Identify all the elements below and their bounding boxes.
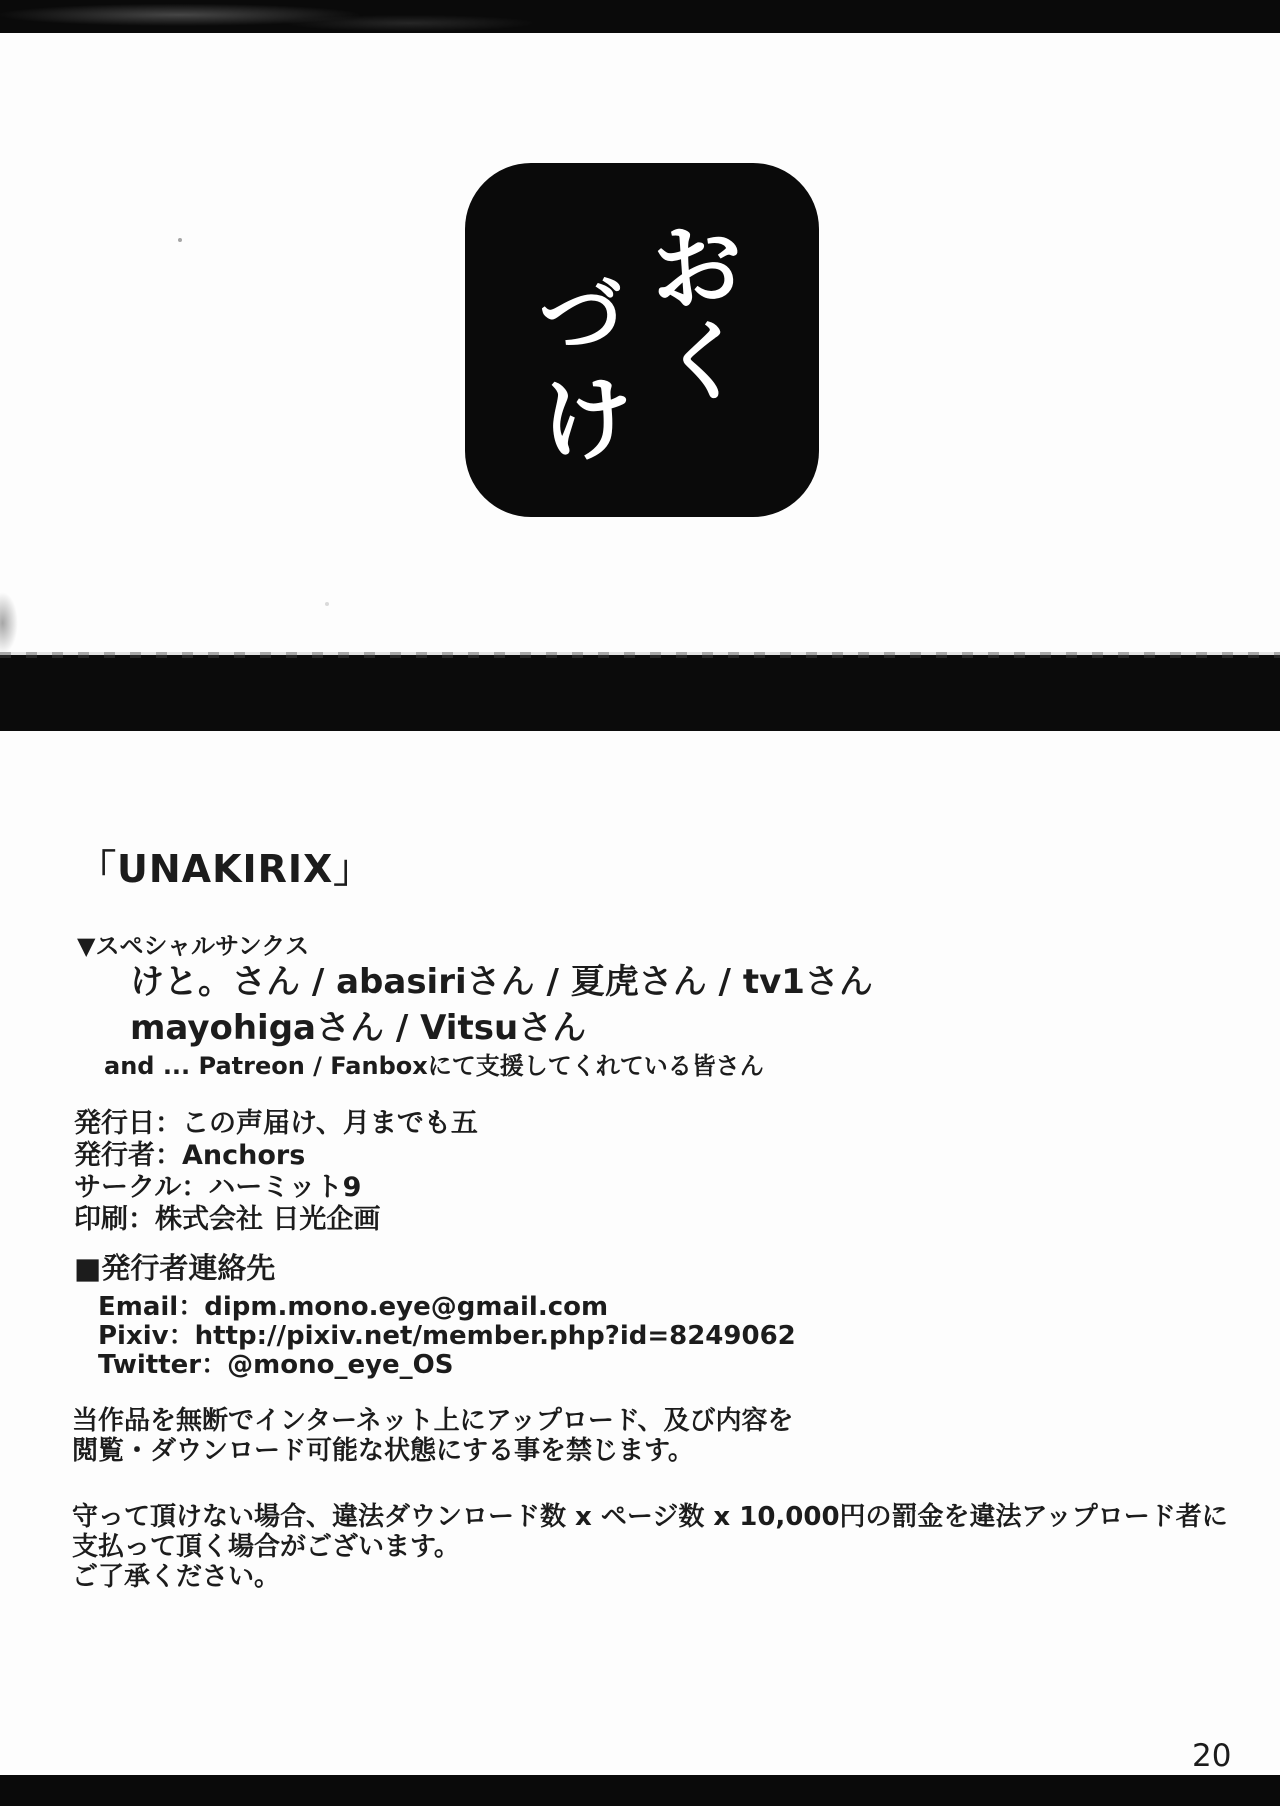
contact-pixiv-line: Pixiv：http://pixiv.net/member.php?id=8249062 [98, 1321, 796, 1351]
special-thanks-heading-label: スペシャルサンクス [95, 932, 310, 960]
work-title: 「UNAKIRIX」 [78, 847, 373, 891]
top-ink-bar [0, 0, 1280, 33]
scan-speck [178, 238, 182, 242]
publication-printer-line: 印刷：株式会社 日光企画 [74, 1204, 381, 1235]
upload-prohibition-notice-line: 当作品を無断でインターネット上にアップロード、及び内容を [72, 1406, 794, 1436]
stamp-char-o: お [647, 211, 747, 326]
special-thanks-line: けと。さん / abasiriさん / 夏虎さん / tv1さん [130, 962, 873, 1002]
special-thanks-line: and ... Patreon / Fanboxにて支援してくれている皆さん [104, 1052, 764, 1080]
publication-circle-line: サークル：ハーミット9 [74, 1172, 362, 1203]
scan-speck [325, 602, 329, 606]
scan-texture [0, 652, 1280, 658]
contact-email-line: Email：dipm.mono.eye@gmail.com [98, 1292, 609, 1322]
okuzuke-stamp [465, 163, 819, 517]
upload-prohibition-notice-line: 閲覧・ダウンロード可能な状態にする事を禁じます。 [72, 1436, 694, 1466]
triangle-marker-icon: ▼ [77, 932, 96, 960]
publication-date-line: 発行日：この声届け、月までも五 [74, 1108, 478, 1139]
scan-texture [0, 0, 1280, 33]
square-marker-icon: ■ [74, 1251, 102, 1285]
scan-smudge [0, 592, 18, 654]
contact-heading-label: 発行者連絡先 [101, 1251, 276, 1285]
stamp-char-ke: け [539, 365, 635, 476]
stamp-char-du: づ [537, 266, 625, 368]
contact-twitter-line: Twitter：@mono_eye_OS [98, 1350, 454, 1380]
special-thanks-line: mayohigaさん / Vitsuさん [130, 1008, 587, 1048]
bottom-ink-bar [0, 1775, 1280, 1806]
contact-heading [74, 1246, 275, 1287]
divider-ink-band [0, 655, 1280, 731]
publication-author-line: 発行者：Anchors [74, 1140, 306, 1171]
penalty-notice-line: ご了承ください。 [72, 1562, 281, 1592]
penalty-notice-line: 支払って頂く場合がございます。 [72, 1532, 460, 1562]
page-number: 20 [1192, 1738, 1232, 1774]
stamp-char-ku: く [658, 309, 750, 415]
penalty-notice-line: 守って頂けない場合、違法ダウンロード数 x ページ数 x 10,000円の罰金を違法アップロード者に [72, 1502, 1228, 1532]
